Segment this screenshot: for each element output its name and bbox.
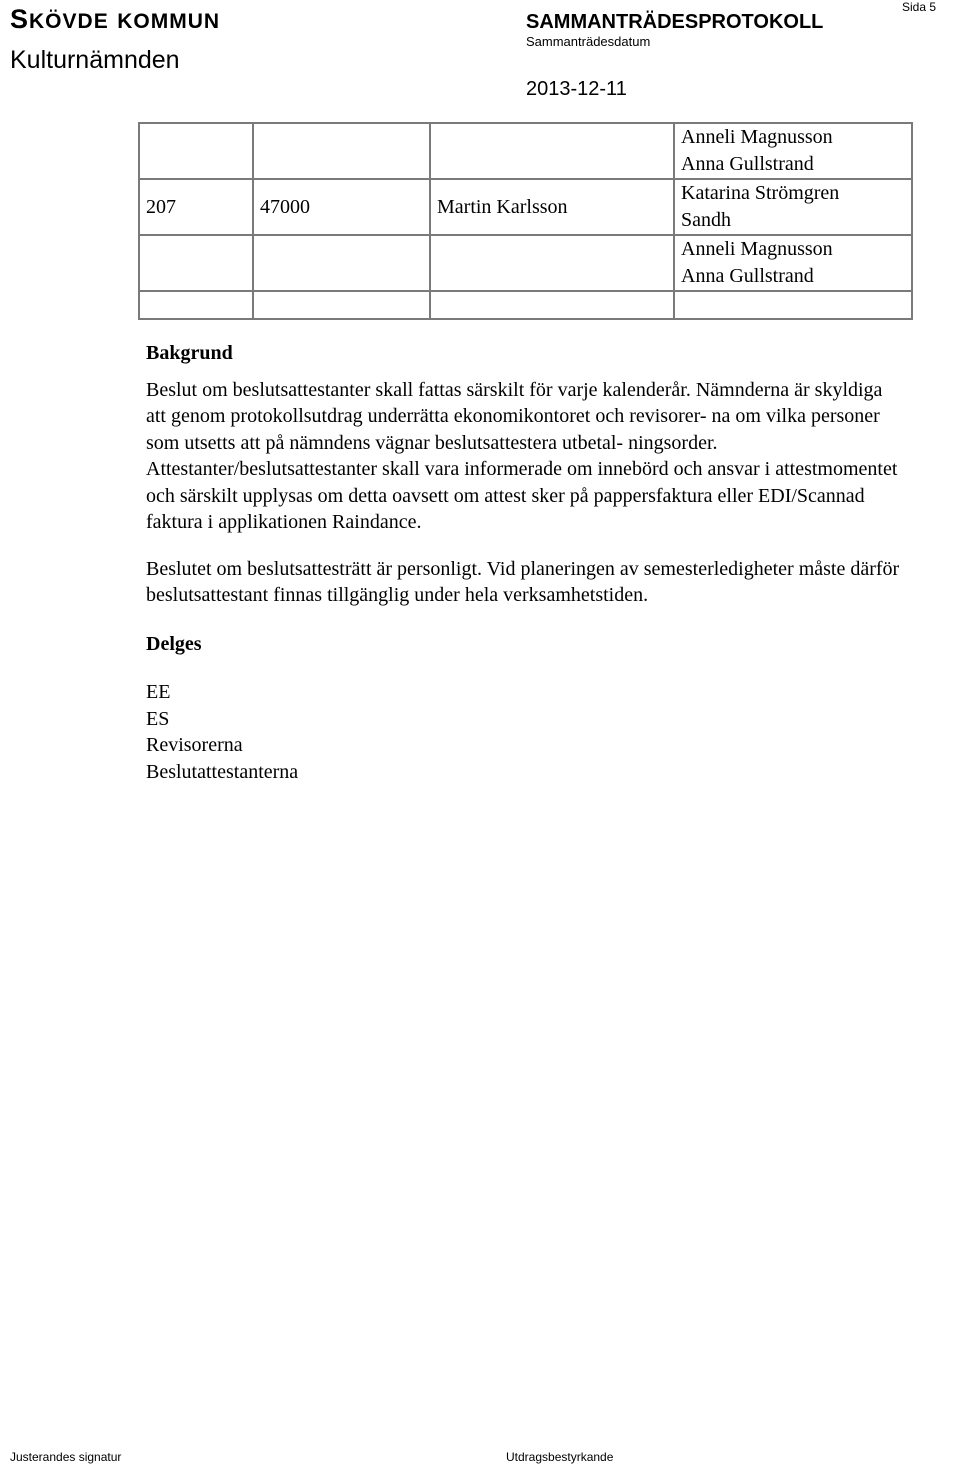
recipient-item: Beslutattestanterna [146,760,299,783]
document-body [146,340,906,785]
table-cell [430,291,674,319]
certifier-label: Utdragsbestyrkande [506,1450,614,1464]
recipient-list [146,679,906,785]
table-row [139,123,912,179]
bakgrund-paragraph: Beslutet om beslutsattesträtt är personligt. Vid planeringen av semesterledigheter måste därför beslutsattestant finnas tillgänglig under hela verksamhetstiden. [146,557,900,606]
table-cell: 207 [139,179,253,235]
recipient-item: Revisorerna [146,734,243,756]
meeting-date: 2013-12-11 [526,78,627,100]
table-cell: 47000 [253,179,430,235]
date-label: Sammanträdesdatum [526,34,651,49]
page-number: Sida 5 [902,0,937,14]
attestant-name: Sandh [681,209,731,231]
table-cell [139,123,253,179]
table-cell [253,123,430,179]
attestant-name: Anna Gullstrand [681,265,814,287]
signature-label: Justerandes signatur [10,1450,122,1464]
table-row [139,179,912,235]
table-row [139,291,912,319]
table-cell [139,235,253,291]
table-row [139,235,912,291]
table-cell [139,291,253,319]
document-type: SAMMANTRÄDESPROTOKOLL [526,11,824,33]
organization-logo: SKÖVDE KOMMUN [10,4,221,34]
attestant-names-cell [674,235,912,291]
table-cell [253,235,430,291]
table-cell: Martin Karlsson [430,179,674,235]
section-heading-delges: Delges [146,632,202,655]
attestant-name: Anna Gullstrand [681,153,814,175]
attestant-name: Anneli Magnusson [681,126,833,148]
section-heading-bakgrund: Bakgrund [146,342,233,364]
attestant-name: Anneli Magnusson [681,238,833,260]
committee-name: Kulturnämnden [10,46,180,74]
attestant-names-cell [674,179,912,235]
bakgrund-paragraph: Beslut om beslutsattestanter skall fattas särskilt för varje kalenderår. Nämnderna är skyldiga att genom protokollsutdrag underrätta ekonomikontoret och revisorer- na om vilka personer som utsetts att på nämndens vägnar beslutsattestera utbetal- ningsorder. Attestanter/beslutsattestanter skall vara informerade om innebörd och ansvar i attestmomentet och särskilt upplysas om detta oavsett om attest sker på pappersfaktura eller EDI/Scannad faktura i applikationen Raindance. [146,378,898,533]
table-cell [253,291,430,319]
recipient-item: ES [146,707,170,730]
attestant-names-cell [674,291,912,319]
attestant-table [138,122,913,320]
recipient-item: EE [146,681,171,703]
attestant-name: Katarina Strömgren [681,182,840,204]
attestant-names-cell [674,123,912,179]
table-cell [430,123,674,179]
table-cell [430,235,674,291]
